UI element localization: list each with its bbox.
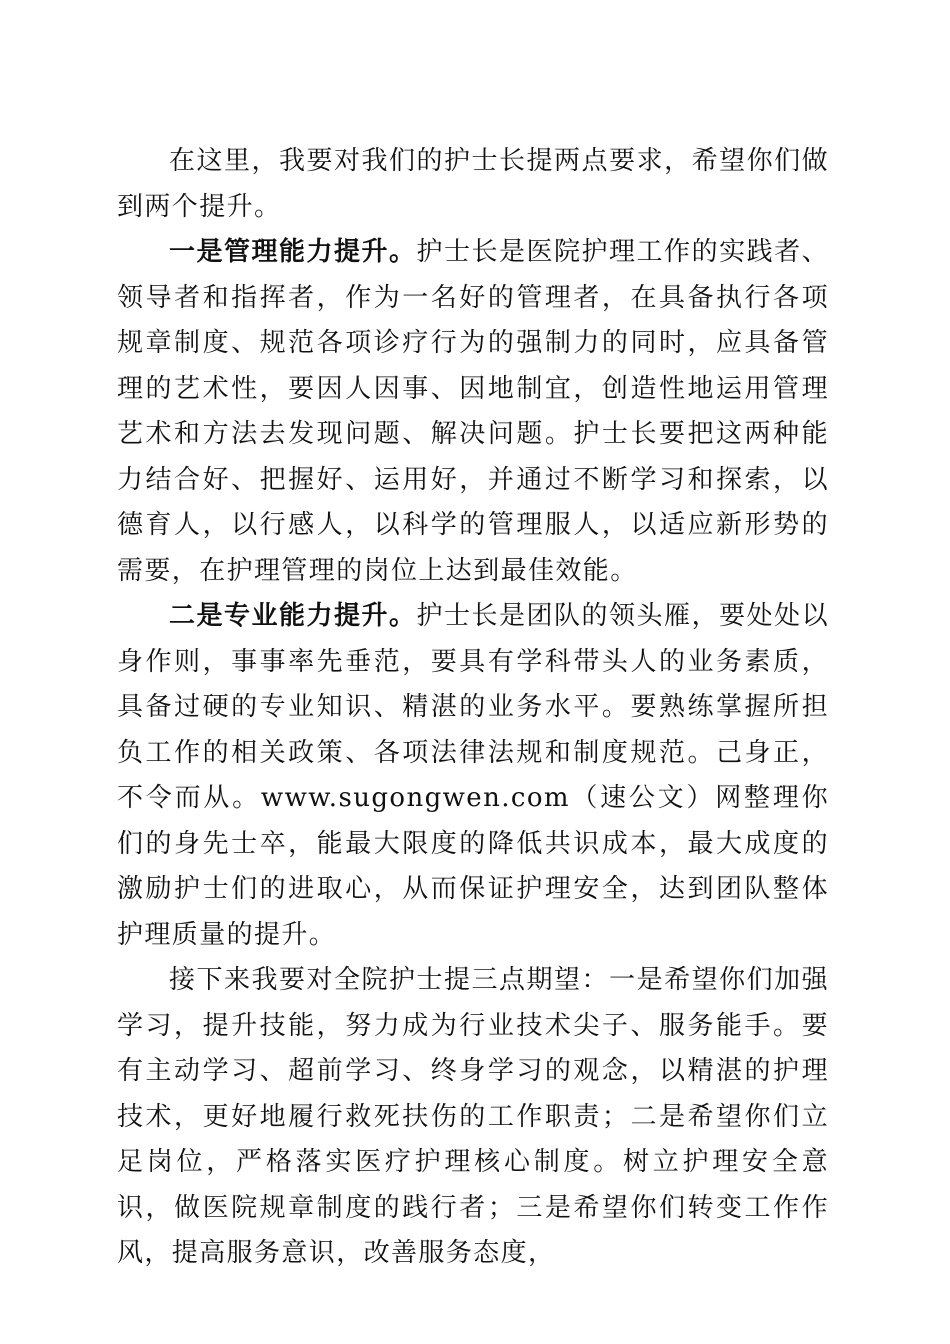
paragraph-expectations	[117, 958, 829, 1277]
document-body	[117, 139, 829, 1277]
paragraph-expectations-text: 接下来我要对全院护士提三点期望：一是希望你们加强学习，提升技能，努力成为行业技术尖子、服务能手。要有主动学习、超前学习、终身学习的观念，以精湛的护理技术，更好地履行救死扶伤的工作职责；二是希望你们立足岗位，严格落实医疗护理核心制度。树立护理安全意识，做医院规章制度的践行者；三是希望你们转变工作作风，提高服务意识，改善服务态度，	[117, 965, 829, 1268]
paragraph-intro-text: 在这里，我要对我们的护士长提两点要求，希望你们做到两个提升。	[117, 146, 829, 222]
paragraph-professional-lead: 二是专业能力提升。	[169, 601, 417, 631]
paragraph-management-text: 护士长是医院护理工作的实践者、领导者和指挥者，作为一名好的管理者，在具备执行各项规章制度、规范各项诊疗行为的强制力的同时，应具备管理的艺术性，要因人因事、因地制宜，创造性地运用管理艺术和方法去发现问题、解决问题。护士长要把这两种能力结合好、把握好、运用好，并通过不断学习和探索，以德育人，以行感人，以科学的管理服人，以适应新形势的需要，在护理管理的岗位上达到最佳效能。	[117, 237, 829, 586]
paragraph-management-lead: 一是管理能力提升。	[169, 237, 417, 267]
paragraph-professional	[117, 594, 829, 958]
paragraph-management	[117, 230, 829, 594]
paragraph-professional-text: 护士长是团队的领头雁，要处处以身作则，事事率先垂范，要具有学科带头人的业务素质，具备过硬的专业知识、精湛的业务水平。要熟练掌握所担负工作的相关政策、各项法律法规和制度规范。己身正，不令而从。www.sugongwen.com（速公文）网整理你们的身先士卒，能最大限度的降低共识成本，最大成度的激励护士们的进取心，从而保证护理安全，达到团队整体护理质量的提升。	[117, 601, 829, 950]
paragraph-intro	[117, 139, 829, 230]
